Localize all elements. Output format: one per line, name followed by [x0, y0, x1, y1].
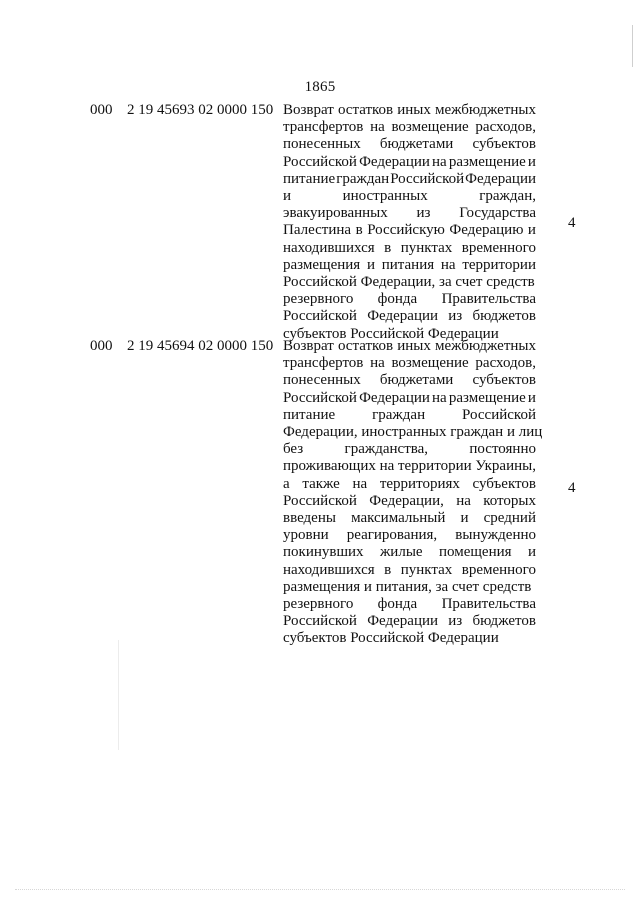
- name-word: питание: [283, 170, 336, 187]
- name-line: [283, 222, 536, 239]
- name-word: Украины,: [475, 458, 536, 475]
- name-word: территории: [397, 458, 472, 475]
- name-word: Палестина: [283, 222, 352, 239]
- name-word: на: [432, 389, 447, 406]
- name-word: межбюджетных: [434, 102, 536, 118]
- name-word: Возврат: [283, 338, 334, 354]
- name-word: Российской: [283, 613, 357, 630]
- name-word: Федерации, иностранных граждан и лиц: [283, 424, 543, 441]
- name-word: размещение: [448, 153, 526, 170]
- name-line: [283, 390, 536, 407]
- name-line: [283, 119, 536, 136]
- name-word: трансфертов: [283, 119, 364, 136]
- name-word: и: [527, 153, 536, 170]
- name-line: [283, 257, 536, 274]
- name-word: из: [416, 205, 431, 222]
- income-name: [283, 338, 543, 648]
- name-word: пунктах: [400, 561, 453, 578]
- name-word: Государства: [459, 205, 536, 222]
- name-word: находившихся: [283, 239, 375, 256]
- name-word: размещения: [283, 256, 361, 273]
- admin-code: 000: [90, 338, 113, 354]
- name-line: [283, 102, 536, 119]
- name-word: на: [440, 256, 456, 273]
- name-word: и: [460, 510, 469, 527]
- name-word: территории: [462, 256, 536, 273]
- name-line: [283, 355, 536, 372]
- name-word: Российской: [283, 153, 357, 170]
- income-code: 2 19 45694 02 0000 150: [127, 338, 274, 354]
- name-line: [283, 171, 536, 188]
- name-word: максимальный: [351, 510, 446, 527]
- scan-edge-mark: [632, 25, 633, 67]
- name-line: [283, 240, 536, 257]
- name-word: понесенных: [283, 372, 361, 389]
- name-word: фонда: [377, 596, 418, 613]
- name-word: бюджетов: [472, 308, 536, 325]
- name-word: находившихся: [283, 561, 375, 578]
- name-word: размещения и питания, за счет средств: [283, 578, 532, 595]
- name-word: бюджетов: [472, 613, 536, 630]
- name-word: в: [384, 561, 392, 578]
- name-word: Федерацию: [449, 222, 524, 239]
- name-word: граждан,: [479, 188, 536, 205]
- name-word: фонда: [377, 291, 418, 308]
- name-word: вынужденно: [455, 527, 536, 544]
- name-word: а: [283, 475, 290, 492]
- name-word: временного: [461, 561, 536, 578]
- name-word: иных: [397, 102, 431, 118]
- name-line: [283, 308, 536, 325]
- name-word: на: [370, 355, 385, 372]
- name-line: [283, 136, 536, 153]
- name-word: без: [283, 441, 304, 458]
- name-word: на: [352, 475, 368, 492]
- name-line: [283, 154, 536, 171]
- name-word: Российской: [283, 389, 357, 406]
- name-word: понесенных: [283, 136, 361, 153]
- name-word: которых: [483, 492, 536, 509]
- name-word: введены: [283, 510, 336, 527]
- name-word: остатков: [337, 338, 394, 354]
- name-line: [283, 613, 536, 630]
- name-line: [283, 527, 536, 544]
- name-word: Федерации: [367, 308, 439, 325]
- name-word: Правительства: [441, 596, 536, 613]
- name-line: [283, 188, 536, 205]
- name-word: территориях: [379, 475, 460, 492]
- name-word: иностранных: [342, 188, 428, 205]
- name-word: Возврат: [283, 102, 334, 118]
- name-word: граждан: [372, 406, 426, 423]
- name-word: жилые: [379, 544, 423, 561]
- name-word: Российской: [390, 170, 465, 187]
- name-line: [283, 544, 536, 561]
- name-word: Федерации: [367, 613, 439, 630]
- name-word: покинувших: [283, 544, 364, 561]
- name-word: Правительства: [441, 291, 536, 308]
- name-word: Российской: [283, 492, 357, 509]
- name-word: средний: [483, 510, 536, 527]
- name-word: реагирования,: [346, 527, 438, 544]
- name-word: помещения: [438, 544, 512, 561]
- name-word: на: [432, 153, 447, 170]
- name-word: постоянно: [469, 441, 536, 458]
- name-word: на: [456, 492, 471, 509]
- name-word: Федерации: [359, 153, 430, 170]
- name-line: [283, 458, 536, 475]
- name-line: [283, 596, 536, 613]
- name-line: [283, 630, 536, 647]
- name-line: [283, 424, 543, 441]
- name-word: возмещение: [391, 119, 469, 136]
- name-word: размещение: [448, 389, 526, 406]
- name-word: в: [384, 239, 392, 256]
- name-line: [283, 510, 536, 527]
- name-word: на: [370, 119, 385, 136]
- name-word: субъектов Российской Федерации: [283, 630, 499, 647]
- name-word: пунктах: [400, 239, 453, 256]
- name-line: [283, 291, 536, 308]
- name-word: субъектов: [472, 136, 536, 153]
- name-line: [283, 476, 536, 493]
- name-word: бюджетами: [379, 136, 454, 153]
- page-number: 1865: [304, 79, 336, 95]
- name-word: временного: [461, 239, 536, 256]
- name-word: Российской: [283, 308, 357, 325]
- name-line: [283, 274, 536, 291]
- name-word: субъектов: [472, 475, 536, 492]
- name-word: субъектов: [472, 372, 536, 389]
- scan-bottom-edge: [15, 889, 625, 891]
- name-line: [283, 372, 536, 389]
- name-word: Федерации,: [369, 492, 444, 509]
- name-word: и: [527, 389, 536, 406]
- name-word: межбюджетных: [434, 338, 536, 354]
- name-word: расходов,: [475, 119, 536, 136]
- name-line: [283, 205, 536, 222]
- admin-code: 000: [90, 102, 113, 118]
- name-word: уровни: [283, 527, 329, 544]
- name-word: граждан: [336, 170, 390, 187]
- income-code: 2 19 45693 02 0000 150: [127, 102, 274, 118]
- name-word: резервного: [283, 596, 354, 613]
- name-word: из: [448, 308, 463, 325]
- name-word: и: [527, 544, 536, 561]
- name-word: Российской Федерации, за счет средств: [283, 274, 535, 291]
- name-word: эвакуированных: [283, 205, 388, 222]
- name-word: Российской: [462, 406, 536, 423]
- name-word: проживающих: [283, 458, 376, 475]
- name-word: Российскую: [367, 222, 445, 239]
- name-word: и: [283, 188, 292, 205]
- name-line: [283, 493, 536, 510]
- name-word: расходов,: [475, 355, 536, 372]
- name-word: также: [302, 475, 340, 492]
- name-word: на: [379, 458, 395, 475]
- income-name: [283, 102, 536, 343]
- name-word: возмещение: [391, 355, 469, 372]
- name-word: питания: [381, 256, 435, 273]
- name-word: питание: [283, 406, 336, 423]
- name-word: гражданства,: [344, 441, 429, 458]
- name-line: [283, 579, 536, 596]
- name-line: [283, 407, 536, 424]
- name-word: и: [527, 222, 536, 239]
- name-word: бюджетами: [379, 372, 454, 389]
- name-word: остатков: [337, 102, 394, 118]
- name-word: резервного: [283, 291, 354, 308]
- name-word: и: [366, 256, 375, 273]
- name-word: в: [355, 222, 363, 239]
- name-word: Федерации: [465, 170, 536, 187]
- distribution-norm: 4: [568, 215, 576, 231]
- distribution-norm: 4: [568, 480, 576, 496]
- name-word: иных: [397, 338, 431, 354]
- name-word: трансфертов: [283, 355, 364, 372]
- name-word: Федерации: [359, 389, 430, 406]
- name-line: [283, 338, 536, 355]
- name-line: [283, 562, 536, 579]
- name-word: из: [448, 613, 463, 630]
- name-word: субъектов Российской Федерации: [283, 325, 499, 342]
- name-line: [283, 441, 536, 458]
- scan-fold-mark: [118, 640, 119, 750]
